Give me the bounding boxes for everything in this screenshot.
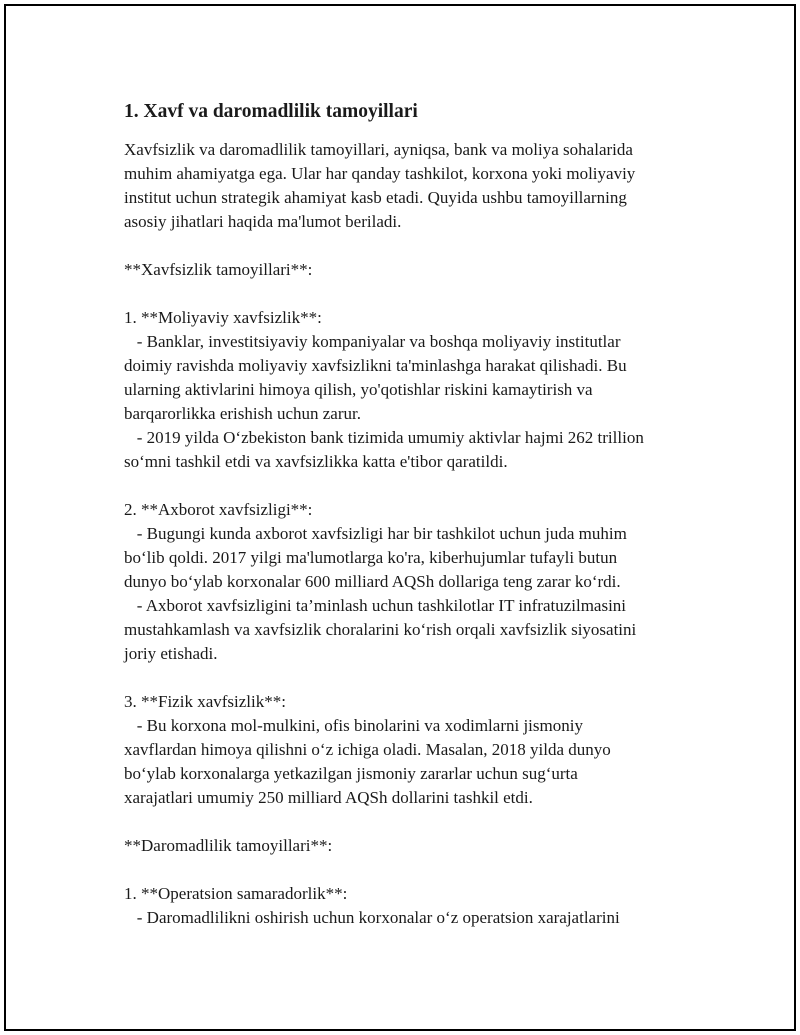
blank-line — [124, 666, 704, 690]
text-line: - Daromadlilikni oshirish uchun korxonalar o‘z operatsion xarajatlarini — [124, 908, 620, 927]
blank-line — [124, 858, 704, 882]
text-line: institut uchun strategik ahamiyat kasb etadi. Quyida ushbu tamoyillarning — [124, 188, 627, 207]
text-line: muhim ahamiyatga ega. Ular har qanday tashkilot, korxona yoki moliyaviy — [124, 164, 636, 183]
subheading-line: **Xavfsizlik tamoyillari**: — [124, 260, 313, 279]
text-line: - Axborot xavfsizligini ta’minlash uchun tashkilotlar IT infratuzilmasini — [124, 596, 627, 615]
blank-line — [124, 282, 704, 306]
list-item-title: 1. **Moliyaviy xavfsizlik**: — [124, 308, 322, 327]
text-line: so‘mni tashkil etdi va xavfsizlikka katta e'tibor qaratildi. — [124, 452, 508, 471]
blank-line — [124, 234, 704, 258]
body-text — [124, 138, 704, 930]
blank-line — [124, 474, 704, 498]
text-line: Xavfsizlik va daromadlilik tamoyillari, ayniqsa, bank va moliya sohalarida — [124, 140, 633, 159]
text-line: ularning aktivlarini himoya qilish, yo'qotishlar riskini kamaytirish va — [124, 380, 593, 399]
text-line: bo‘ylab korxonalarga yetkazilgan jismoniy zararlar uchun sug‘urta — [124, 764, 578, 783]
text-line: dunyo bo‘ylab korxonalar 600 milliard AQSh dollariga teng zarar ko‘rdi. — [124, 572, 621, 591]
text-line: barqarorlikka erishish uchun zarur. — [124, 404, 361, 423]
list-item-title: 1. **Operatsion samaradorlik**: — [124, 884, 348, 903]
text-line: - 2019 yilda O‘zbekiston bank tizimida umumiy aktivlar hajmi 262 trillion — [124, 428, 644, 447]
text-line: - Bugungi kunda axborot xavfsizligi har bir tashkilot uchun juda muhim — [124, 524, 627, 543]
text-line: bo‘lib qoldi. 2017 yilgi ma'lumotlarga ko'ra, kiberhujumlar tufayli butun — [124, 548, 618, 567]
section-heading: 1. Xavf va daromadlilik tamoyillari — [124, 101, 418, 122]
list-item-title: 2. **Axborot xavfsizligi**: — [124, 500, 313, 519]
text-line: - Banklar, investitsiyaviy kompaniyalar va boshqa moliyaviy institutlar — [124, 332, 621, 351]
text-line: xavflardan himoya qilishni o‘z ichiga oladi. Masalan, 2018 yilda dunyo — [124, 740, 611, 759]
page-frame — [4, 4, 796, 1031]
text-line: asosiy jihatlari haqida ma'lumot beriladi. — [124, 212, 402, 231]
document-content — [124, 98, 704, 930]
text-line: doimiy ravishda moliyaviy xavfsizlikni ta'minlashga harakat qilishadi. Bu — [124, 356, 627, 375]
text-line: - Bu korxona mol-mulkini, ofis binolarini va xodimlarni jismoniy — [124, 716, 583, 735]
blank-line — [124, 810, 704, 834]
list-item-title: 3. **Fizik xavfsizlik**: — [124, 692, 286, 711]
text-line: joriy etishadi. — [124, 644, 218, 663]
subheading-line: **Daromadlilik tamoyillari**: — [124, 836, 333, 855]
text-line: xarajatlari umumiy 250 milliard AQSh dollarini tashkil etdi. — [124, 788, 533, 807]
text-line: mustahkamlash va xavfsizlik choralarini ko‘rish orqali xavfsizlik siyosatini — [124, 620, 637, 639]
